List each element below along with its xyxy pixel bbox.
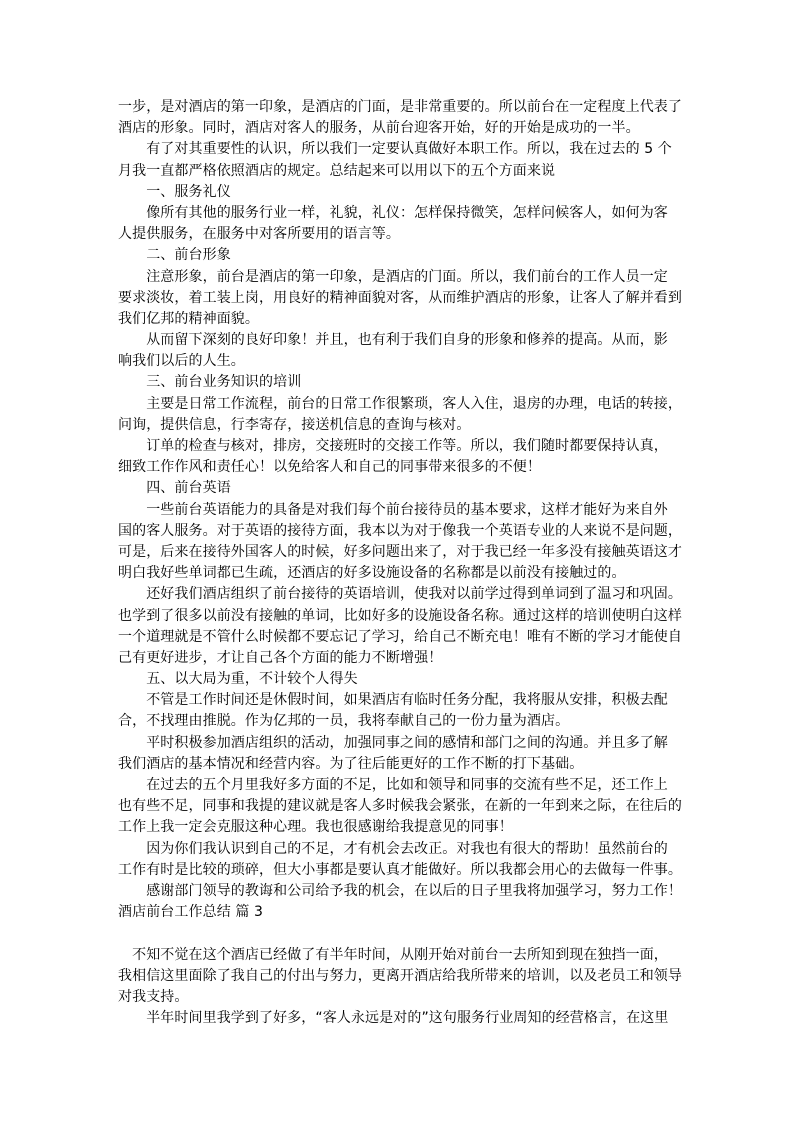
text-line: 酒店的形象。同时，酒店对客人的服务，从前台迎客开始，好的开始是成功的一半。 — [118, 120, 640, 137]
section-heading: 三、前台业务知识的培训 — [118, 374, 302, 391]
text-line: 还好我们酒店组织了前台接待的英语培训，使我对以前学过得到单词到了温习和巩固。 — [118, 586, 682, 603]
text-line: 不知不觉在这个酒店已经做了有半年时间，从刚开始对前台一去所知到现在独挡一面， — [118, 946, 668, 963]
text-line: 问询，提供信息，行李寄存，接送机信息的查询与核对。 — [118, 416, 471, 433]
text-line: 对我支持。 — [118, 988, 189, 1005]
text-line: 细致工作作风和责任心！以免给客人和自己的同事带来很多的不便！ — [118, 459, 541, 476]
text-line: 我们亿邦的精神面貌。 — [118, 310, 259, 327]
text-line: 明白我好些单词都已生疏，还酒店的好多设施设备的名称都是以前没有接触过的。 — [118, 565, 626, 582]
text-line: 可是，后来在接待外国客人的时候，好多问题出来了，对于我已经一年多没有接触英语这才 — [118, 543, 682, 560]
section-heading: 二、前台形象 — [118, 247, 231, 264]
text-line: 也学到了很多以前没有接触的单词，比如好多的设施设备名称。通过这样的培训使明白这样 — [118, 607, 682, 624]
text-line: 像所有其他的服务行业一样，礼貌，礼仪：怎样保持微笑，怎样问候客人，如何为客 — [118, 204, 668, 221]
text-line: 感谢部门领导的教诲和公司给予我的机会，在以后的日子里我将加强学习，努力工作！ — [118, 882, 682, 899]
text-line: 工作上我一定会克服这种心理。我也很感谢给我提意见的同事！ — [118, 819, 513, 836]
text-line: 注意形象，前台是酒店的第一印象，是酒店的门面。所以，我们前台的工作人员一定 — [118, 268, 668, 285]
text-line: 也有些不足，同事和我提的建议就是客人多时候我会紧张，在新的一年到来之际，在往后的 — [118, 798, 682, 815]
text-line: 平时积极参加酒店组织的活动，加强同事之间的感情和部门之间的沟通。并且多了解 — [118, 734, 668, 751]
text-line: 订单的检查与核对，排房，交接班时的交接工作等。所以，我们随时都要保持认真， — [118, 438, 668, 454]
text-line: 合，不找理由推脱。作为亿邦的一员，我将奉献自己的一份力量为酒店。 — [118, 713, 570, 730]
text-line: 有了对其重要性的认识，所以我们一定要认真做好本职工作。所以，我在过去的 5 个 — [118, 141, 672, 158]
text-line: 主要是日常工作流程，前台的日常工作很繁琐，客人入住，退房的办理，电话的转接， — [118, 395, 682, 412]
text-line: 从而留下深刻的良好印象！并且，也有利于我们自身的形象和修养的提高。从而，影 — [118, 332, 668, 349]
article-title: 酒店前台工作总结 篇 3 — [118, 904, 264, 921]
text-line: 要求淡妆，着工装上岗，用良好的精神面貌对客，从而维护酒店的形象，让客人了解并看到 — [118, 289, 682, 306]
section-heading: 五、以大局为重，不计较个人得失 — [118, 671, 358, 688]
text-line: 我们酒店的基本情况和经营内容。为了往后能更好的工作不断的打下基础。 — [118, 755, 584, 772]
text-line: 响我们以后的人生。 — [118, 353, 245, 370]
text-line: 我相信这里面除了我自己的付出与努力，更离开酒店给我所带来的培训，以及老员工和领导 — [118, 967, 682, 984]
text-line: 人提供服务，在服务中对客所要用的语言等。 — [118, 226, 400, 243]
text-line: 半年时间里我学到了好多，“客人永远是对的”这句服务行业周知的经营格言，在这里 — [118, 1010, 669, 1027]
blank-line — [118, 923, 678, 944]
document-body — [118, 97, 682, 1029]
text-line: 因为你们我认识到自己的不足，才有机会去改正。对我也有很大的帮助！虽然前台的 — [118, 840, 668, 857]
text-line: 工作有时是比较的琐碎，但大小事都是要认真才能做好。所以我都会用心的去做每一件事。 — [118, 861, 682, 878]
section-heading: 一、服务礼仪 — [118, 183, 231, 200]
text-line: 一些前台英语能力的具备是对我们每个前台接待员的基本要求，这样才能好为来自外 — [118, 501, 668, 518]
text-line: 国的客人服务。对于英语的接待方面，我本以为对于像我一个英语专业的人来说不是问题， — [118, 522, 682, 539]
text-line: 己有更好进步，才让自己各个方面的能力不断增强！ — [118, 649, 443, 666]
text-line: 不管是工作时间还是休假时间，如果酒店有临时任务分配，我将服从安排，积极去配 — [118, 692, 668, 709]
text-line: 一个道理就是不管什么时候都不要忘记了学习，给自己不断充电！唯有不断的学习才能使自 — [118, 628, 682, 645]
text-line: 在过去的五个月里我好多方面的不足，比如和领导和同事的交流有些不足，还工作上 — [118, 777, 668, 793]
text-line: 月我一直都严格依照酒店的规定。总结起来可以用以下的五个方面来说 — [118, 162, 556, 179]
section-heading: 四、前台英语 — [118, 480, 231, 497]
text-line: 一步，是对酒店的第一印象，是酒店的门面，是非常重要的。所以前台在一定程度上代表了 — [118, 99, 682, 115]
